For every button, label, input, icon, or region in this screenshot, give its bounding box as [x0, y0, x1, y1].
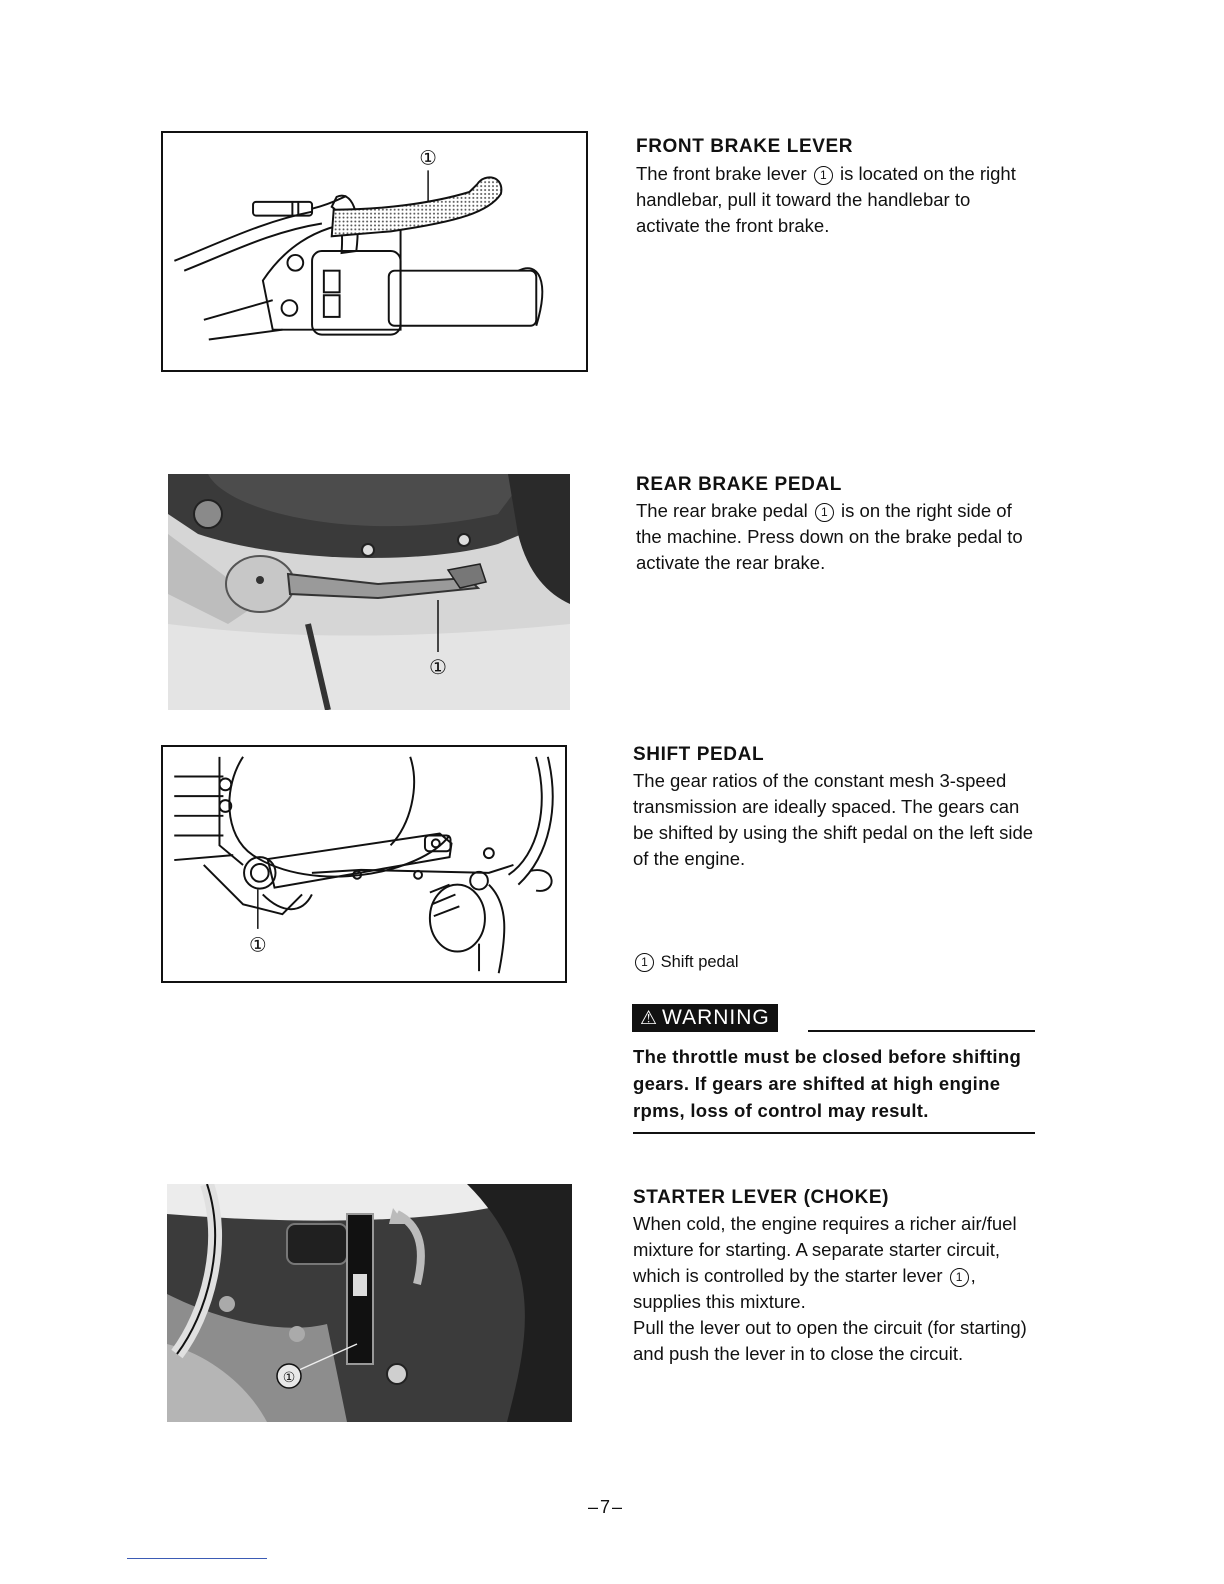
front-brake-heading: FRONT BRAKE LEVER	[636, 136, 854, 157]
warning-label: WARNING	[662, 1006, 770, 1029]
starter-lever-heading: STARTER LEVER (CHOKE)	[633, 1187, 890, 1208]
shift-pedal-figure	[161, 745, 567, 983]
shift-pedal-drawing	[163, 747, 565, 981]
callout-number: 1	[814, 166, 833, 185]
callout-number: 1	[815, 503, 834, 522]
rear-brake-pedal-photo	[168, 474, 570, 710]
page-number: –7–	[588, 1497, 625, 1517]
shift-pedal-heading: SHIFT PEDAL	[633, 744, 765, 765]
rear-brake-text: The rear brake pedal 1 is on the right side of the machine. Press down on the brake pedal to activate the rear brake.	[636, 500, 1023, 573]
starter-lever-callout: ①	[282, 1370, 296, 1386]
warning-bottom-rule	[633, 1132, 1035, 1134]
rear-brake-heading: REAR BRAKE PEDAL	[636, 474, 842, 495]
starter-lever-photo	[167, 1184, 572, 1422]
callout-number: 1	[950, 1268, 969, 1287]
shift-pedal-text: The gear ratios of the constant mesh 3-speed transmission are ideally spaced. The gears can be shifted by using the shift pedal on the left side of the engine.	[633, 770, 1034, 869]
front-brake-lever-drawing	[163, 133, 586, 370]
shift-pedal-callout: ①	[249, 933, 267, 957]
front-brake-text: The front brake lever 1 is located on the right handlebar, pull it toward the handlebar to activate the front brake.	[636, 163, 1016, 236]
starter-lever-text: When cold, the engine requires a richer air/fuel mixture for starting. A separate starter circuit, which is controlled by the starter lever 1 , supplies this mixture. Pull the lever out to open the circuit (for starting) and push the lever in to close the circuit.	[633, 1211, 1035, 1367]
footer-link-underline	[127, 1558, 267, 1559]
front-brake-callout: ①	[419, 146, 437, 170]
warning-text: The throttle must be closed before shifting gears. If gears are shifted at high engine rpms, loss of control may result.	[633, 1046, 1022, 1121]
shift-pedal-caption: 1 Shift pedal	[633, 953, 739, 972]
front-brake-lever-figure	[161, 131, 588, 372]
warning-top-rule	[808, 1030, 1035, 1032]
warning-badge	[632, 1004, 778, 1032]
callout-number: 1	[635, 953, 654, 972]
starter-lever-text-2: Pull the lever out to open the circuit (for starting) and push the lever in to close the circuit.	[633, 1317, 1027, 1364]
warning-triangle-icon: ⚠	[640, 1008, 659, 1029]
rear-brake-callout: ①	[429, 655, 447, 679]
